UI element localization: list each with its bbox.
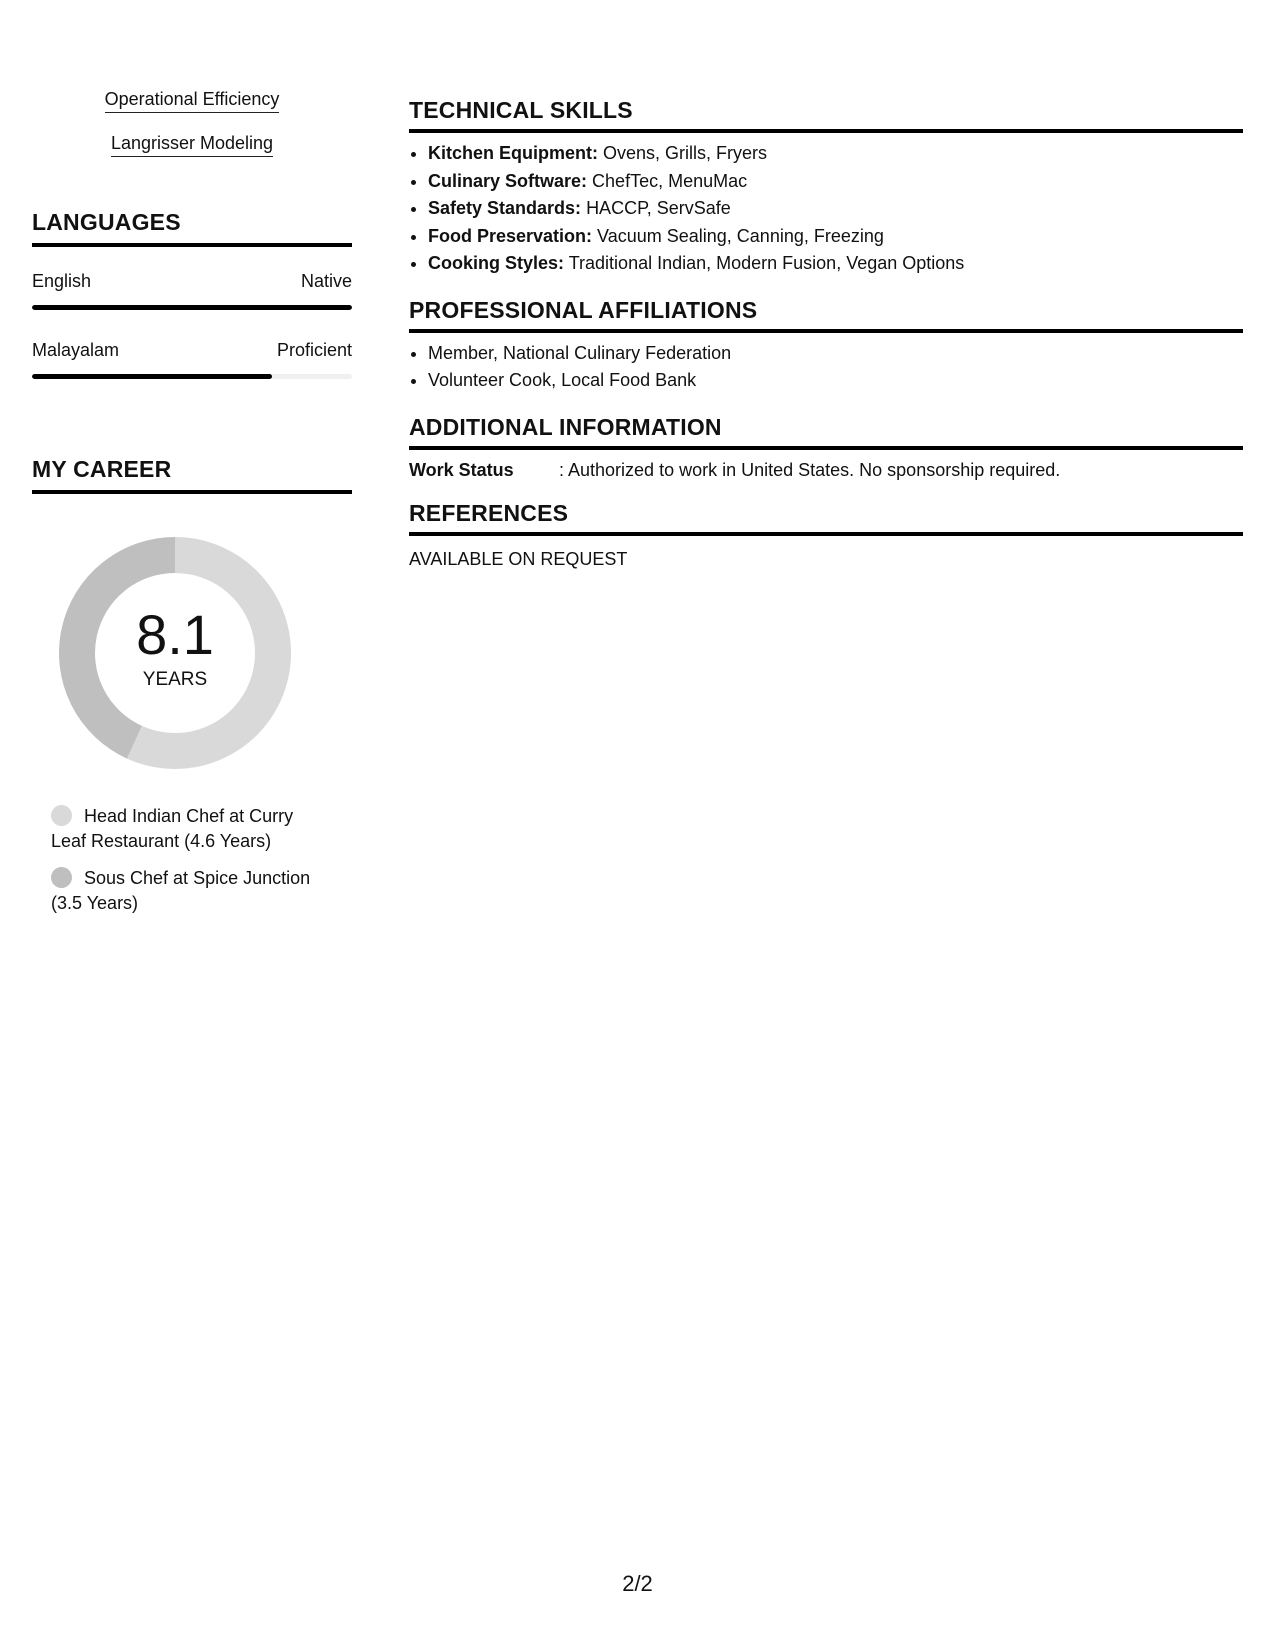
language-row	[32, 270, 352, 292]
career-legend-item	[51, 866, 331, 916]
legend-label: Sous Chef at Spice Junction (3.5 Years)	[51, 868, 311, 913]
language-level: Proficient	[276, 340, 352, 360]
technical-skills-heading: TECHNICAL SKILLS	[409, 97, 633, 123]
list-item: • Safety Standards: HACCP, ServSafe	[428, 195, 1243, 223]
list-item: • Culinary Software: ChefTec, MenuMac	[428, 168, 1243, 196]
career-heading: MY CAREER	[32, 456, 172, 482]
list-item: • Volunteer Cook, Local Food Bank	[428, 367, 1243, 395]
list-item: • Cooking Styles: Traditional Indian, Modern Fusion, Vegan Options	[428, 250, 1243, 278]
career-donut-chart	[59, 537, 291, 769]
skill-tag: Langrisser Modeling	[111, 132, 273, 157]
additional-info-heading: ADDITIONAL INFORMATION	[409, 413, 722, 440]
language-level: Native	[300, 271, 352, 291]
sidebar	[32, 0, 352, 916]
career-total-unit: YEARS	[142, 669, 208, 690]
list-item: • Kitchen Equipment: Ovens, Grills, Fryers	[428, 140, 1243, 168]
language-name: Malayalam	[32, 340, 120, 360]
list-item: • Member, National Culinary Federation	[428, 340, 1243, 368]
language-proficiency-bar	[32, 374, 352, 379]
legend-dot-icon	[51, 805, 72, 826]
skill-tag: Operational Efficiency	[105, 88, 280, 113]
languages-heading: LANGUAGES	[32, 209, 181, 235]
main-content	[409, 0, 1243, 570]
work-status-row	[409, 459, 1243, 481]
affiliations-list	[409, 340, 1243, 395]
language-proficiency-bar	[32, 305, 352, 310]
work-status-label: Work Status	[409, 459, 514, 480]
page-number: 2/2	[622, 1571, 653, 1596]
language-row	[32, 339, 352, 361]
career-total-years: 8.1	[136, 603, 214, 666]
list-item: • Food Preservation: Vacuum Sealing, Canning, Freezing	[428, 223, 1243, 251]
work-status-value: : Authorized to work in United States. No sponsorship required.	[559, 459, 1061, 480]
references-heading: REFERENCES	[409, 499, 569, 526]
career-legend-item	[51, 804, 331, 854]
language-proficiency-fill	[32, 374, 272, 379]
language-name: English	[32, 271, 92, 291]
legend-dot-icon	[51, 867, 72, 888]
technical-skills-list	[409, 140, 1243, 278]
language-proficiency-fill	[32, 305, 352, 310]
references-text: AVAILABLE ON REQUEST	[409, 548, 628, 569]
affiliations-heading: PROFESSIONAL AFFILIATIONS	[409, 296, 758, 323]
legend-label: Head Indian Chef at Curry Leaf Restaurant (4.6 Years)	[51, 806, 294, 851]
